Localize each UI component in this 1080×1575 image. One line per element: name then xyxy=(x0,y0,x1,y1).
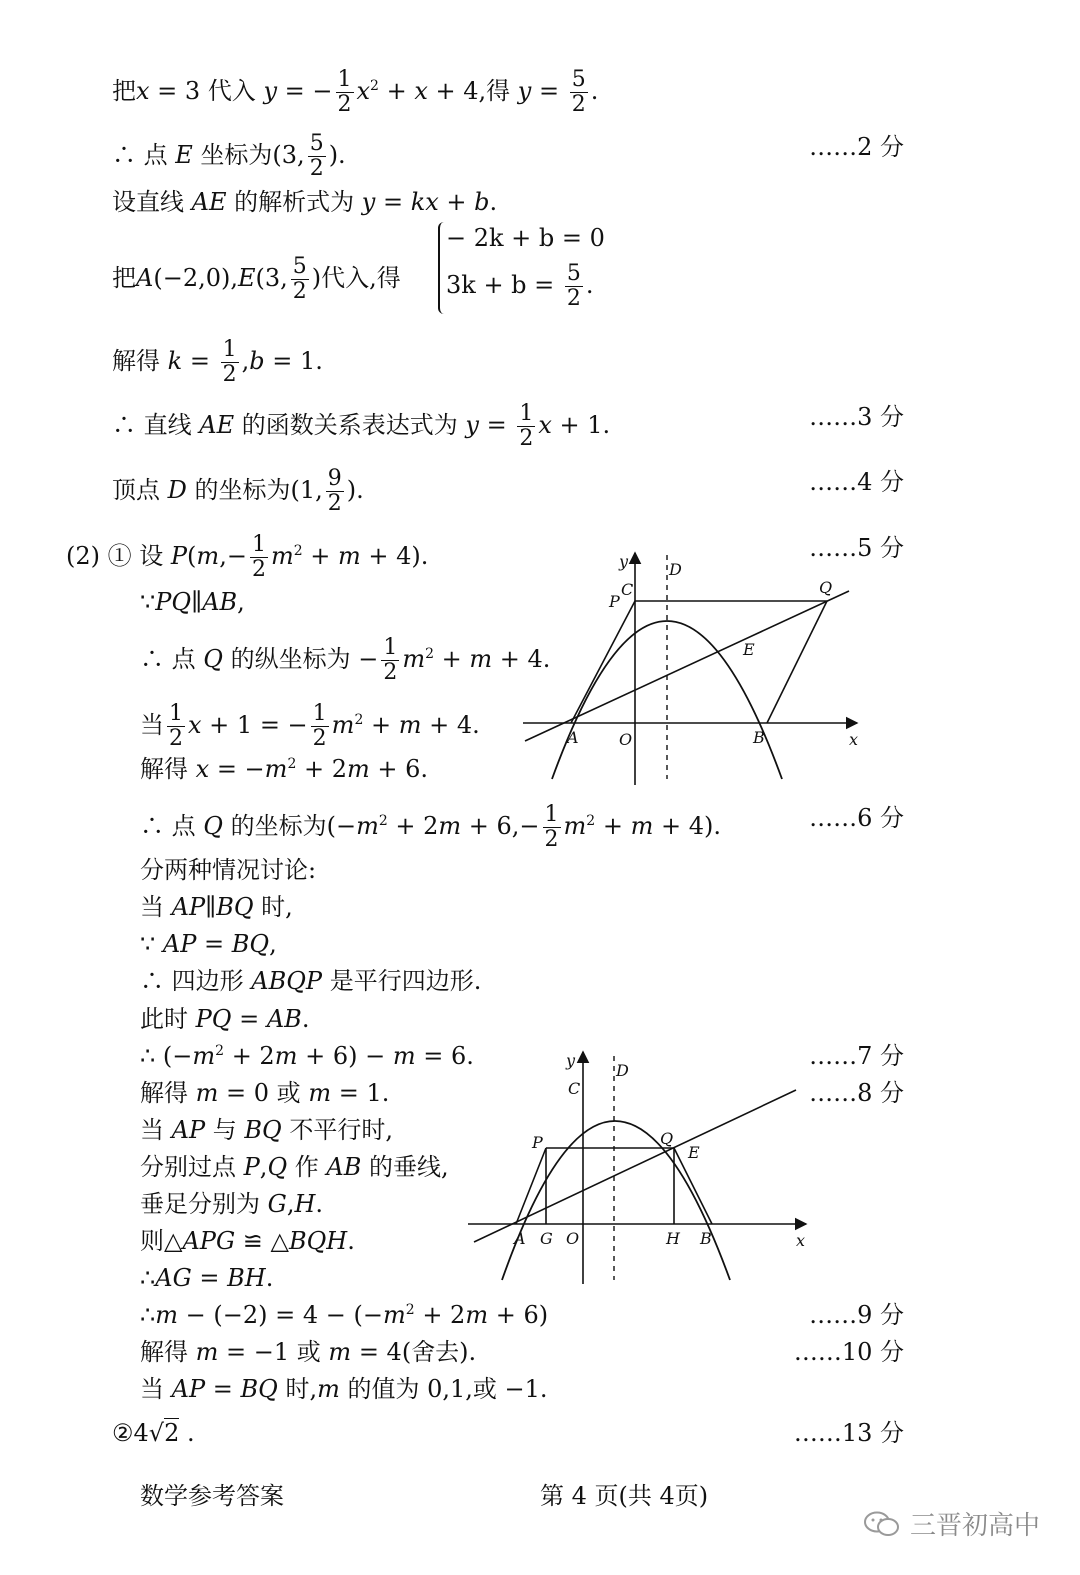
line-equation-m: ∴ $(-m^2 + 2m + 6) - m = 6$. xyxy=(140,1042,474,1070)
line-part2-set-p: (2) ① 设 P(m,− $\frac{1}{2}$ $m^2 + m + 4$). xyxy=(66,532,429,582)
line-solve-m-01: 解得 m = 0 或 m = 1. xyxy=(140,1079,390,1107)
score-5: ……5 分 xyxy=(809,534,904,562)
line-substitute-x3: 把x = 3 代入 y = − $\frac{1}{2}$ $x^2 + x + 4$,得 y = $\frac{5}{2}$ . xyxy=(112,67,599,117)
fig2-label-h: H xyxy=(666,1229,680,1248)
line-solve-k-b: 解得 k = $\frac{1}{2}$ ,b = 1. xyxy=(112,337,323,387)
system-row-2: 3k + b = $\frac{5}{2}$ . xyxy=(446,261,594,311)
fig2-label-x: x xyxy=(796,1231,806,1250)
line-pq-parallel-ab: ∵PQ∥AB, xyxy=(140,588,245,616)
line-solve-m-neg1: 解得 m = −1 或 m = 4(舍去). xyxy=(140,1338,477,1366)
system-row-1: − 2k + b = 0 xyxy=(446,224,605,252)
fig1-label-c: C xyxy=(621,580,634,599)
line-equation-m-2: ∴m − $(-2) = 4 - (-m^2 + 2m + 6)$ xyxy=(140,1301,549,1329)
score-2: ……2 分 xyxy=(809,133,904,161)
fig1-label-q: Q xyxy=(819,578,833,597)
fig1-label-a: A xyxy=(567,728,579,747)
line-q-coordinates: ∴ 点 Q 的坐标为($-m^2 + 2m + 6,-$ $\frac{1}{2}$ $m^2 + m + 4$). xyxy=(140,802,721,852)
line-q-ordinate: ∴ 点 Q 的纵坐标为 − $\frac{1}{2}$ $m^2 + m + 4$. xyxy=(140,635,551,685)
line-substitute-a-e: 把A(−2,0),E(3, $\frac{5}{2}$ )代入,得 xyxy=(112,254,401,304)
score-4: ……4 分 xyxy=(809,468,904,496)
line-parallelogram: ∴ 四边形 ABQP 是平行四边形. xyxy=(140,967,482,995)
line-vertex-d: 顶点 D 的坐标为(1, $\frac{9}{2}$ ). xyxy=(112,466,364,516)
footer-subject: 数学参考答案 xyxy=(140,1482,284,1510)
fig2-label-a: A xyxy=(514,1229,526,1248)
line-ap-equals-bq: ∵ AP = BQ, xyxy=(140,930,277,958)
fig2-label-e: E xyxy=(688,1143,700,1162)
line-feet-g-h: 垂足分别为 G,H. xyxy=(140,1190,324,1218)
fig1-label-b: B xyxy=(753,728,765,747)
fig2-label-c: C xyxy=(568,1079,581,1098)
fig2-label-o: O xyxy=(566,1229,580,1248)
wechat-icon xyxy=(862,1509,902,1539)
fig2-label-b: B xyxy=(700,1229,712,1248)
line-draw-perpendiculars: 分别过点 P,Q 作 AB 的垂线, xyxy=(140,1153,449,1181)
score-13: ……13 分 xyxy=(793,1419,904,1447)
figure-1 xyxy=(515,545,865,785)
fig1-label-p: P xyxy=(609,592,620,611)
line-case-ap-parallel-bq: 当 AP∥BQ 时, xyxy=(140,893,293,921)
line-ag-equals-bh: ∴AG = BH. xyxy=(140,1264,274,1292)
fig2-label-y: y xyxy=(566,1051,576,1070)
fig2-label-p: P xyxy=(532,1133,543,1152)
line-solve-x: 解得 $x = -m^2 + 2m + 6$. xyxy=(140,755,429,783)
fig1-label-o: O xyxy=(619,730,633,749)
score-8: ……8 分 xyxy=(809,1079,904,1107)
line-ae-expression: ∴ 直线 AE 的函数关系表达式为 y = $\frac{1}{2}$ x + 1. xyxy=(112,401,611,451)
footer-page-number: 第 4 页(共 4页) xyxy=(540,1482,709,1510)
score-7: ……7 分 xyxy=(809,1042,904,1070)
fig1-label-e: E xyxy=(743,640,755,659)
watermark xyxy=(862,1505,1040,1542)
score-10: ……10 分 xyxy=(793,1338,904,1366)
line-two-cases: 分两种情况讨论: xyxy=(140,856,317,884)
line-set-ae: 设直线 AE 的解析式为 y = kx + b. xyxy=(112,188,498,216)
line-conclusion: 当 AP = BQ 时,m 的值为 0,1,或 −1. xyxy=(140,1375,548,1403)
line-when-equation: 当 $\frac{1}{2}$ x + 1 = − $\frac{1}{2}$ $m^2 + m + 4$. xyxy=(140,701,480,751)
line-answer-2: ②4√2 . xyxy=(112,1419,195,1447)
fig1-label-x: x xyxy=(849,730,859,749)
score-6: ……6 分 xyxy=(809,804,904,832)
fig1-label-y: y xyxy=(619,552,629,571)
watermark-text: 三晋初高中 xyxy=(910,1511,1041,1541)
line-congruent: 则△APG ≌ △BQH. xyxy=(140,1227,355,1255)
score-9: ……9 分 xyxy=(809,1301,904,1329)
line-pq-equals-ab: 此时 PQ = AB. xyxy=(140,1005,310,1033)
fig2-line-ae xyxy=(474,1090,796,1242)
fig2-segment-ap xyxy=(516,1148,546,1224)
score-3: ……3 分 xyxy=(809,403,904,431)
line-point-e: ∴ 点 E 坐标为(3, $\frac{5}{2}$ ). xyxy=(112,131,346,181)
fig2-label-d: D xyxy=(616,1061,629,1080)
fig1-segment-bq xyxy=(767,601,827,723)
fig2-label-g: G xyxy=(540,1229,553,1248)
fig1-label-d: D xyxy=(669,560,682,579)
line-case-not-parallel: 当 AP 与 BQ 不平行时, xyxy=(140,1116,393,1144)
equation-system xyxy=(438,222,605,314)
figure-2 xyxy=(462,1044,814,1284)
fig2-label-q: Q xyxy=(660,1129,674,1148)
